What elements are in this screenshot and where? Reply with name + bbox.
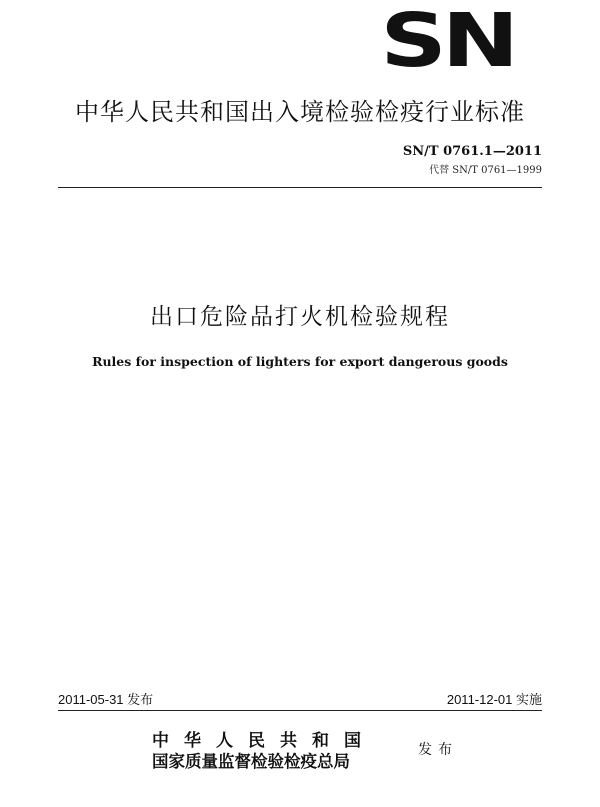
publish-label: 发布 [418, 742, 458, 758]
document-title-english: Rules for inspection of lighters for export dangerous goods [92, 354, 508, 369]
top-divider [58, 187, 542, 188]
issuing-authority-heading: 中华人民共和国出入境检验检疫行业标准 [75, 98, 525, 126]
bottom-divider [58, 710, 542, 711]
standard-code-block [403, 144, 542, 176]
replaces-standard: 代替 SN/T 0761—1999 [429, 165, 542, 176]
publisher-country: 中华人民共和国 [152, 731, 376, 751]
issue-date: 2011-05-31 发布 [58, 692, 154, 707]
document-title-chinese: 出口危险品打火机检验规程 [150, 304, 450, 330]
publisher-block [152, 731, 376, 773]
publisher-agency: 国家质量监督检验检疫总局 [152, 752, 350, 771]
standard-code: SN/T 0761.1—2011 [402, 144, 542, 159]
implementation-date: 2011-12-01 实施 [446, 692, 542, 707]
sn-logo: SN [379, 0, 514, 84]
